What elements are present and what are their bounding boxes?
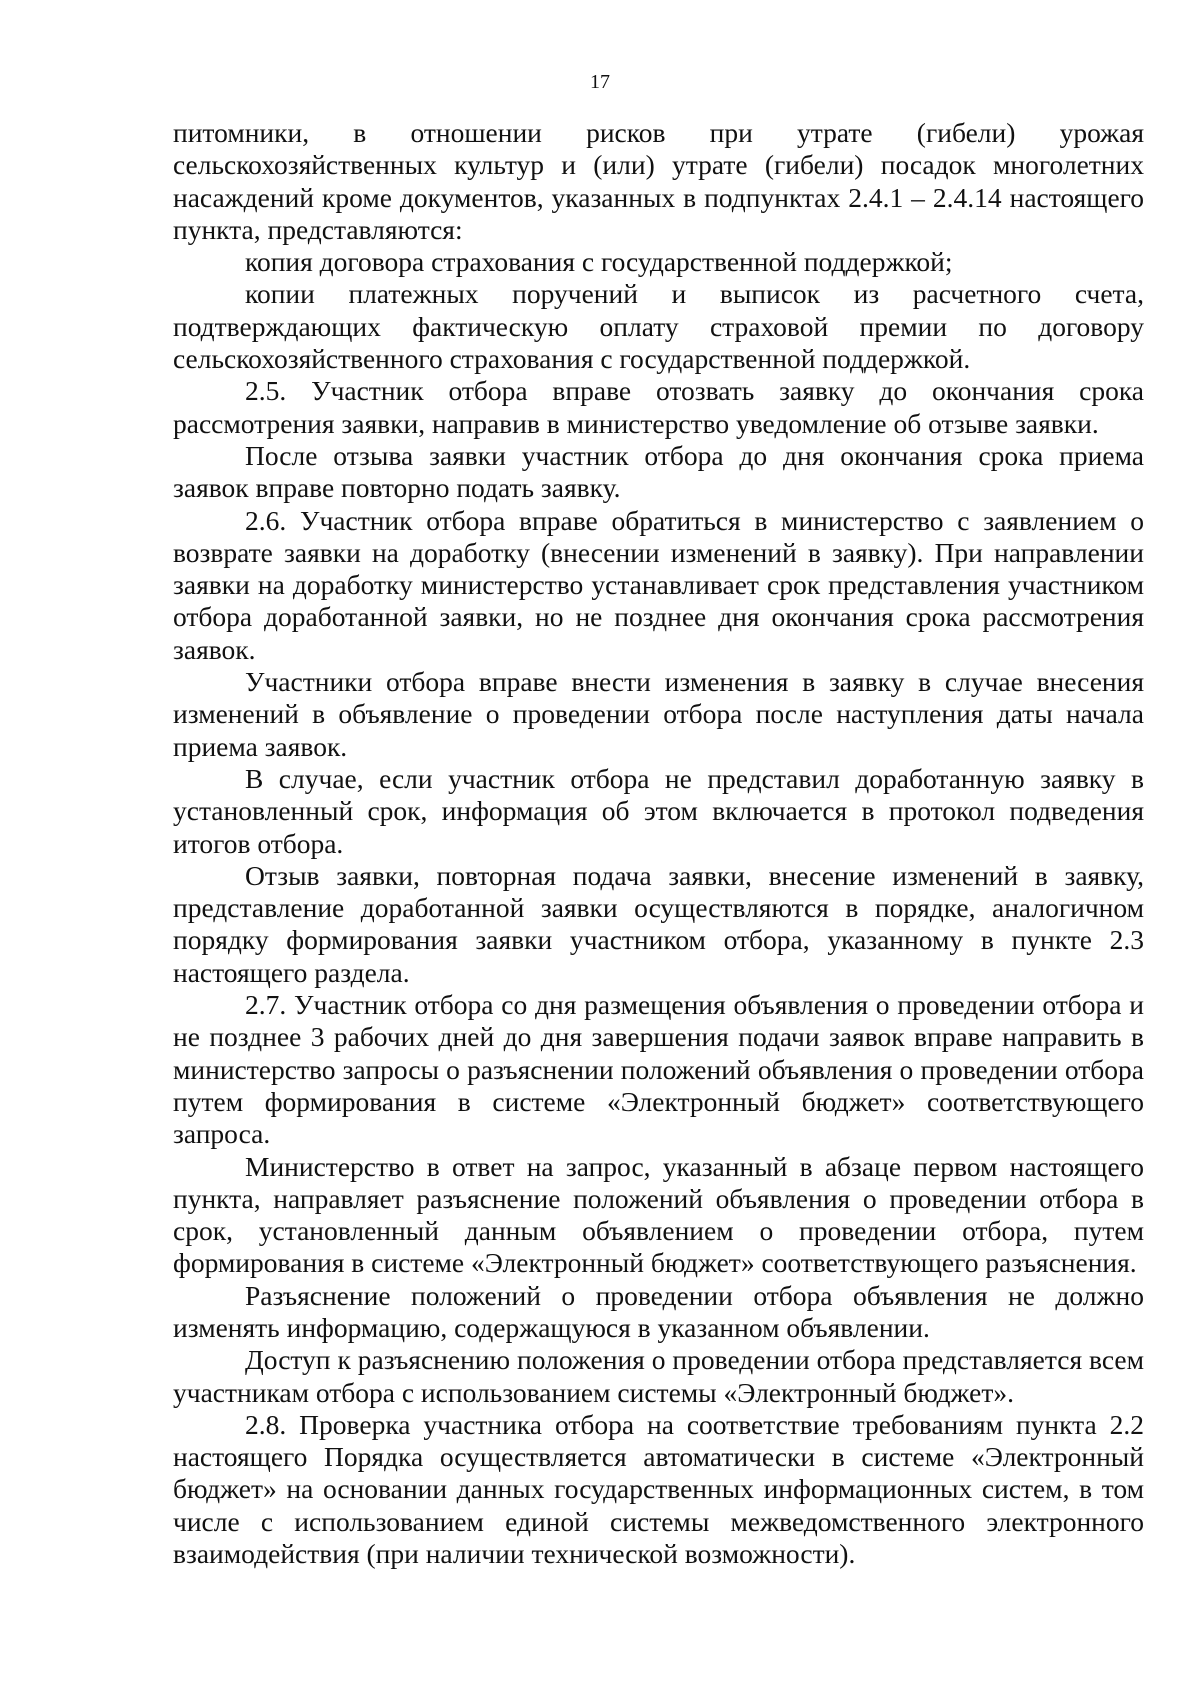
paragraph-12: Разъяснение положений о проведении отбора объявления не должно изменять информацию, содержащуюся в указанном объявлении.	[173, 1279, 1144, 1343]
paragraph-5: После отзыва заявки участник отбора до дня окончания срока приема заявок вправе повторно подать заявку.	[173, 439, 1144, 504]
paragraph-4: 2.5. Участник отбора вправе отозвать заявку до окончания срока рассмотрения заявки, направив в министерство уведомление об отзыве заявки.	[173, 375, 1144, 439]
paragraph-11: Министерство в ответ на запрос, указанный в абзаце первом настоящего пункта, направляет разъяснение положений объявления о проведении отбора в срок, установленный данным объявлением о проведении отбора, путем формирования в системе «Электронный бюджет» соответствующего разъяснения.	[173, 1150, 1144, 1279]
document-body	[173, 117, 1144, 1570]
paragraph-8: В случае, если участник отбора не представил доработанную заявку в установленный срок, информация об этом включается в протокол подведения итогов отбора.	[173, 762, 1144, 859]
paragraph-10: 2.7. Участник отбора со дня размещения объявления о проведении отбора и не позднее 3 рабочих дней до дня завершения подачи заявок вправе направить в министерство запросы о разъяснении положений объявления о проведении отбора путем формирования в системе «Электронный бюджет» соответствующего запроса.	[173, 989, 1144, 1150]
page-number: 17	[590, 71, 610, 93]
paragraph-9: Отзыв заявки, повторная подача заявки, внесение изменений в заявку, представление доработанной заявки осуществляются в порядке, аналогичном порядку формирования заявки участником отбора, указанному в пункте 2.3 настоящего раздела.	[173, 859, 1144, 988]
paragraph-14: 2.8. Проверка участника отбора на соответствие требованиям пункта 2.2 настоящего Порядка осуществляется автоматически в системе «Электронный бюджет» на основании данных государственных информационных систем, в том числе с использованием единой системы межведомственного электронного взаимодействия (при наличии технической возможности).	[173, 1408, 1144, 1570]
paragraph-1: питомники, в отношении рисков при утрате (гибели) урожая сельскохозяйственных культур и (или) утрате (гибели) посадок многолетних насаждений кроме документов, указанных в подпунктах 2.4.1 – 2.4.14 настоящего пункта, представляются:	[173, 117, 1144, 245]
paragraph-3: копии платежных поручений и выписок из расчетного счета, подтверждающих фактическую оплату страховой премии по договору сельскохозяйственного страхования с государственной поддержкой.	[173, 278, 1144, 375]
paragraph-6: 2.6. Участник отбора вправе обратиться в министерство с заявлением о возврате заявки на доработку (внесении изменений в заявку). При направлении заявки на доработку министерство устанавливает срок представления участником отбора доработанной заявки, но не позднее дня окончания срока рассмотрения заявок.	[173, 504, 1144, 665]
paragraph-2: копия договора страхования с государственной поддержкой;	[245, 246, 953, 278]
paragraph-7: Участники отбора вправе внести изменения в заявку в случае внесения изменений в объявление о проведении отбора после наступления даты начала приема заявок.	[173, 666, 1144, 762]
paragraph-13: Доступ к разъяснению положения о проведении отбора представляется всем участникам отбора с использованием системы «Электронный бюджет».	[173, 1344, 1144, 1408]
